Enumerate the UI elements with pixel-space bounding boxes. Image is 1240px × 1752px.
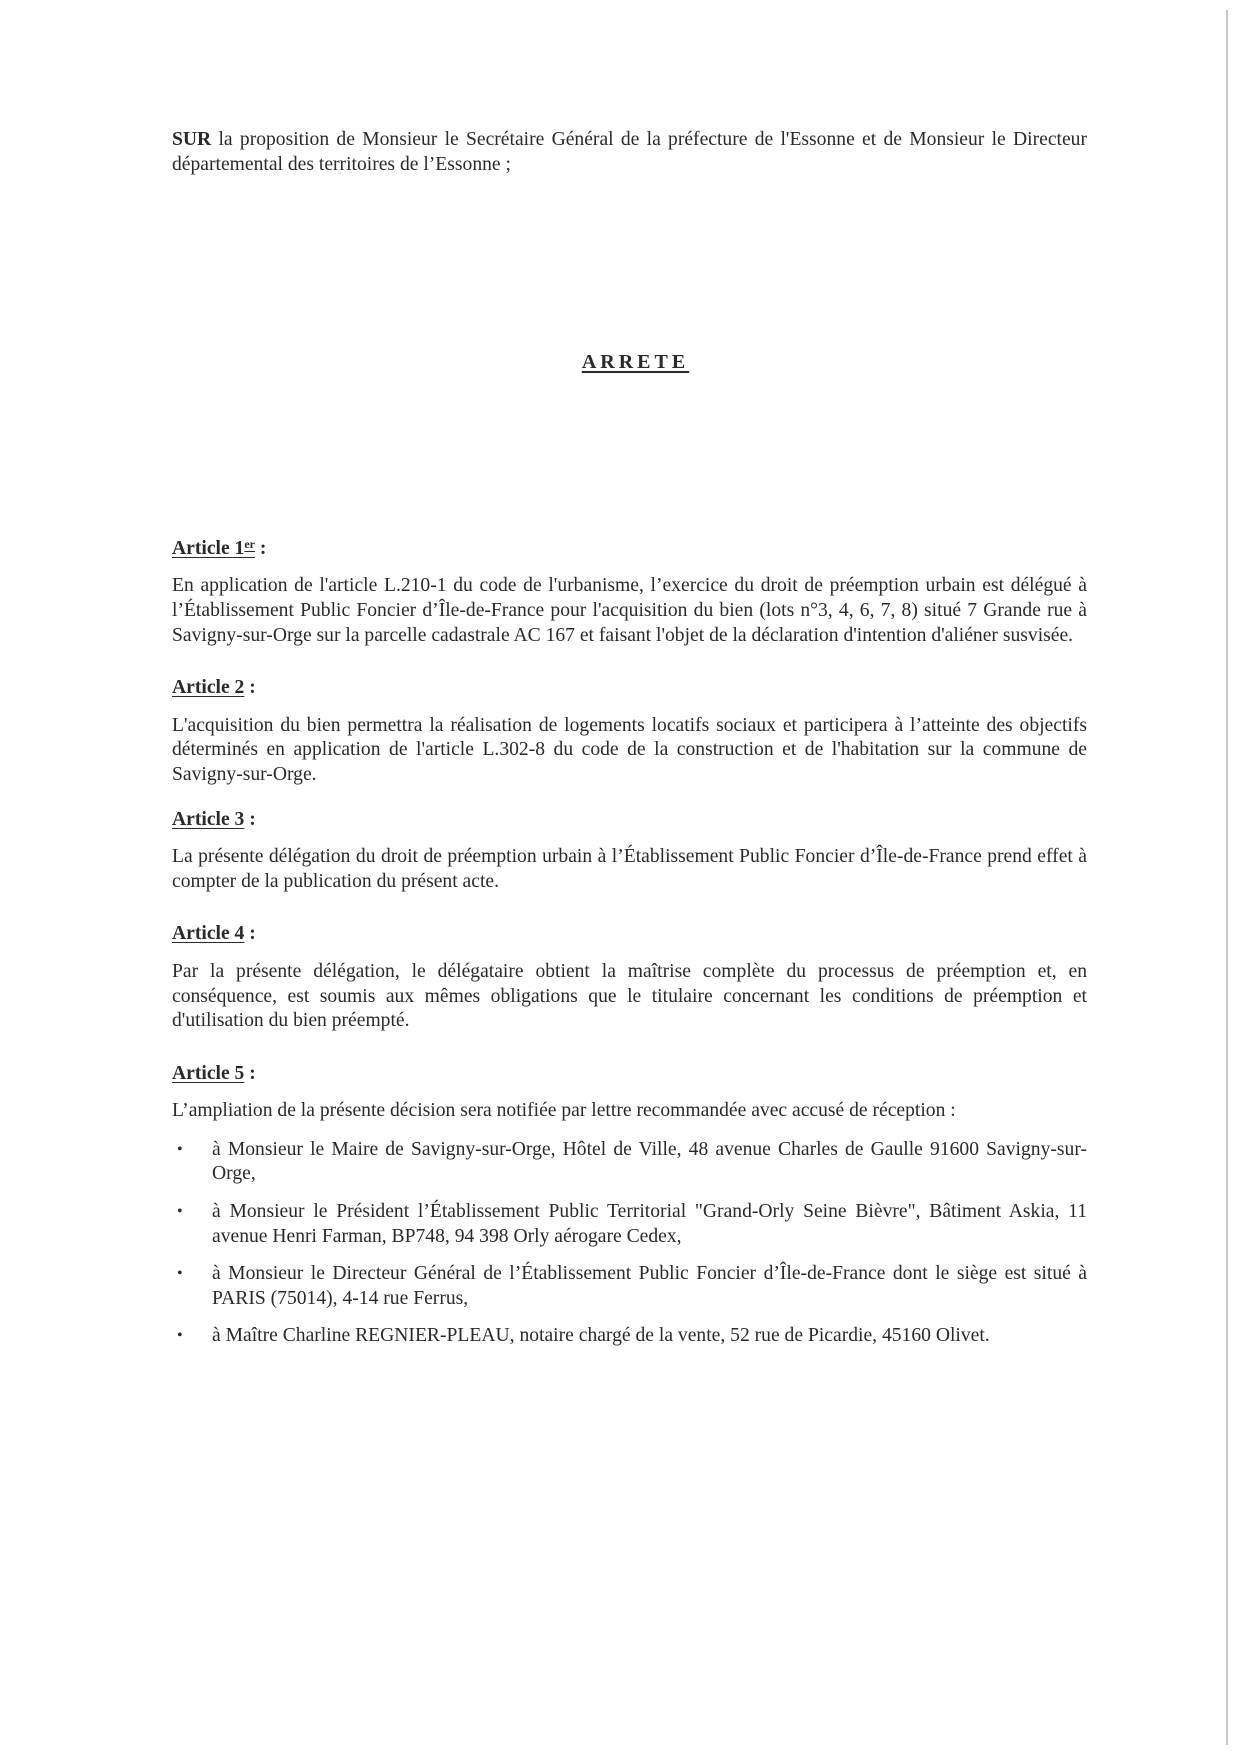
preamble-paragraph [172, 128, 1087, 177]
bullet-icon: • [177, 1327, 183, 1345]
article-1-body: En application de l'article L.210-1 du code de l'urbanisme, l’exercice du droit de préemption urbain est délégué à l’Établissement Public Foncier d’Île-de-France pour l'acquisition du bien (lots n°3, 4, 6, 7, 8) situé 7 Grande rue à Savigny-sur-Orge sur la parcelle cadastrale AC 167 et faisant l'objet de la déclaration d'intention d'aliéner susvisée. [172, 575, 1087, 646]
preamble-lead: SUR [172, 129, 212, 150]
article-4-heading [172, 922, 1087, 947]
preamble-text: la proposition de Monsieur le Secrétaire Général de la préfecture de l'Essonne et de Monsieur le Directeur départemental des territoires de l’Essonne ; [172, 129, 1087, 175]
bullet-icon: • [177, 1265, 183, 1283]
article-3-body: La présente délégation du droit de préemption urbain à l’Établissement Public Foncier d’Île-de-France prend effet à compter de la publication du présent acte. [172, 846, 1087, 892]
decree-title [184, 350, 1087, 375]
recipient-text: à Monsieur le Directeur Général de l’Établissement Public Foncier d’Île-de-France dont le siège est situé à PARIS (75014), 4-14 rue Ferrus, [212, 1263, 1087, 1309]
article-3-colon: : [244, 808, 256, 830]
recipient-text: à Monsieur le Président l’Établissement Public Territorial "Grand-Orly Seine Bièvre", Bâtiment Askia, 11 avenue Henri Farman, BP748, 94 398 Orly aérogare Cedex, [212, 1201, 1087, 1247]
document-body [172, 128, 1087, 1349]
scan-edge-line [1226, 10, 1228, 1745]
article-4-label: Article 4 [172, 923, 245, 945]
recipient-item [172, 1200, 1087, 1249]
bullet-icon: • [177, 1140, 183, 1158]
recipient-item [172, 1138, 1087, 1187]
article-2-label: Article 2 [172, 677, 245, 699]
article-1-heading [172, 537, 1087, 562]
article-5-heading [172, 1062, 1087, 1087]
bullet-icon: • [177, 1203, 183, 1221]
article-3-label: Article 3 [172, 808, 245, 830]
article-5-colon: : [244, 1062, 256, 1084]
article-4-colon: : [244, 923, 256, 945]
recipient-text: à Maître Charline REGNIER-PLEAU, notaire chargé de la vente, 52 rue de Picardie, 45160 Olivet. [212, 1325, 990, 1347]
recipient-text: à Monsieur le Maire de Savigny-sur-Orge, Hôtel de Ville, 48 avenue Charles de Gaulle 91600 Savigny-sur-Orge, [212, 1138, 1087, 1185]
recipient-item [172, 1324, 1087, 1349]
article-1-label: Article 1 [172, 537, 245, 559]
decree-title-text: ARRETE [581, 351, 690, 374]
article-2-heading [172, 676, 1087, 701]
article-2-body: L'acquisition du bien permettra la réalisation de logements locatifs sociaux et participera à l’atteinte des objectifs déterminés en application de l'article L.302-8 du code de la construction et de l'habitation sur la commune de Savigny-sur-Orge. [172, 714, 1087, 785]
article-1-colon: : [255, 537, 267, 559]
recipient-list [172, 1138, 1087, 1349]
article-3-heading [172, 808, 1087, 833]
article-5-label: Article 5 [172, 1062, 245, 1084]
article-1-superscript: er [244, 536, 256, 551]
recipient-item [172, 1262, 1087, 1311]
article-2-colon: : [244, 677, 256, 699]
article-5-body: L’ampliation de la présente décision sera notifiée par lettre recommandée avec accusé de réception : [172, 1100, 956, 1122]
article-4-body: Par la présente délégation, le délégataire obtient la maîtrise complète du processus de préemption et, en conséquence, est soumis aux mêmes obligations que le titulaire concernant les conditions de préemption et d'utilisation du bien préempté. [172, 960, 1087, 1032]
